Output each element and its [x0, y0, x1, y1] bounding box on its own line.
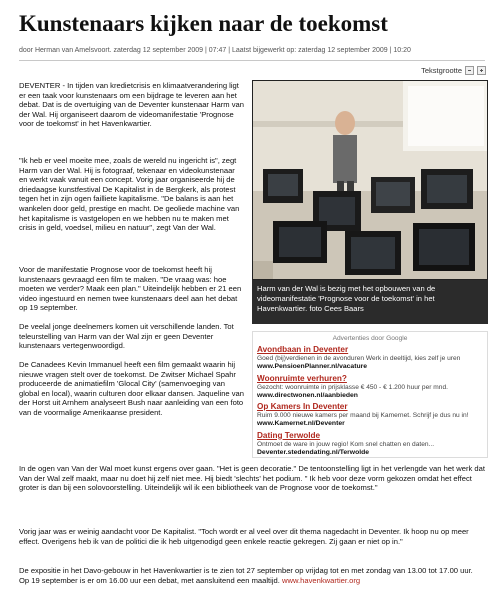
- google-ads-box: [252, 331, 488, 458]
- paragraph-7: Vorig jaar was er weinig aandacht voor De Kapitalist. "Toch wordt er al veel over dit thema nagedacht in Deventer. Ik hoop nu op meer effect. Overigens heb ik van de politici die ik heb uitgenodigd geen enkele reactie gekregen. Zij gaan er niet op in.": [19, 527, 469, 546]
- text-larger-icon[interactable]: [477, 66, 486, 75]
- ad-url[interactable]: Deventer.stedendating.nl/Terwolde: [257, 448, 370, 456]
- photo-caption: Harm van der Wal is bezig met het opbouwen van de videomanifestatie 'Prognose voor de toekomst' in het Havenkwartier. foto Cees Baars: [252, 280, 488, 324]
- paragraph-4: De veelal jonge deelnemers komen uit verschillende landen. Tot teleurstelling van Harm van der Wal zijn er geen Deventer kunstenaars vertegenwoordigd.: [19, 322, 234, 351]
- ads-label: Advertenties door Google: [332, 335, 408, 342]
- ad-title[interactable]: Avondbaan in Deventer: [257, 345, 349, 354]
- ad-title[interactable]: Op Kamers In Deventer: [257, 402, 348, 411]
- havenkwartier-link[interactable]: www.havenkwartier.org: [282, 575, 361, 585]
- ad-url[interactable]: www.directwonen.nl/aanbieden: [257, 391, 358, 399]
- paragraph-8-text: De expositie in het Davo-gebouw in het Havenkwartier is te zien tot 27 september op vrijdag tot en met zondag van 13.00 tot 17.00 uur. Op 19 september is er om 16.00 uur een debat, met aansluitend een maaltijd.: [19, 566, 473, 585]
- paragraph-5: De Canadees Kevin Immanuel heeft een film gemaakt waarin hij nieuwe vragen stelt over de toekomst. De Zwitser Michael Spahr produceerde de animatiefilm 'Glocal City' (samenvoeging van global en local), waarin culturen door elkaar dansen. Jaqueline van der Horst uit Arnhem analyseert Bush naar aanleiding van een foto van de voormalige Amerikaanse president.: [19, 360, 245, 417]
- paragraph-2: "Ik heb er veel moeite mee, zoals de wereld nu ingericht is", zegt Harm van der Wal. Hij is fotograaf, tekenaar en videokunstenaar en werkt vaak vanuit een concept. Vorig jaar organiseerde hij de driedaagse kunstfestival De Kapitalist in de Bergkerk, als protest tegen het in zijn ogen failliete kapitalisme. "De balans is aan het wankelen door geld, prestige en macht. De geoliede machine van het kapitalisme is vastgelopen en we hebben nu te maken met crisis in geld, voedsel, milieu en natuur", zegt Van der Wal.: [19, 156, 240, 233]
- ad-title[interactable]: Woonruimte verhuren?: [257, 373, 347, 383]
- ad-item[interactable]: [257, 374, 483, 401]
- ad-item[interactable]: [257, 402, 483, 429]
- ad-body: Goed (bij)verdienen in de avonduren Werk in deeltijd, kies zelf je uren: [257, 355, 461, 362]
- ad-item[interactable]: [257, 431, 483, 458]
- photo-illustration: [253, 81, 488, 280]
- byline: door Herman van Amelsvoort. zaterdag 12 september 2009 | 07:47 | Laatst bijgewerkt op: zaterdag 12 september 2009 | 10:20: [19, 47, 411, 54]
- page-title: Kunstenaars kijken naar de toekomst: [19, 11, 388, 36]
- text-size-label: Tekstgrootte: [421, 65, 462, 75]
- paragraph-8: [19, 566, 485, 585]
- divider: [19, 60, 485, 61]
- article-photo: [252, 80, 488, 280]
- ad-url[interactable]: www.PensioenPlanner.nl/vacature: [257, 363, 368, 370]
- paragraph-6: In de ogen van Van der Wal moet kunst ergens over gaan. "Het is geen decoratie." De tentoonstelling ligt in het verlengde van het werk dat Van der Wal zelf maakt, maar nu doet hij zelf niet mee. Hij biedt 'slechts' het podium. " Ik heb voor deze vorm gekozen omdat het effect groter is dan bij een solovoorstelling. Uiteindelijk wil ik een bibliotheek van de Prognose voor de toekomst.": [19, 464, 485, 493]
- ad-body: Ruim 9.000 nieuwe kamers per maand bij Kamernet. Schrijf je dus nu in!: [257, 412, 469, 419]
- ad-body: Gezocht: woonruimte in prijsklasse € 450 - € 1.200 huur per mnd.: [257, 383, 448, 391]
- paragraph-1: DEVENTER - In tijden van kredietcrisis en klimaatverandering ligt er een taak voor kunstenaars om een bijdrage te leveren aan het debat. Dat is de overtuiging van de Deventer kunstenaar Harm van der Wal. Hij organiseert daarom de videomanifestatie 'Prognose voor de toekomst' in het Havenkwartier.: [19, 81, 244, 129]
- ad-body: Ontmoet de ware in jouw regio! Kom snel chatten en daten...: [257, 440, 435, 448]
- paragraph-3: Voor de manifestatie Prognose voor de toekomst heeft hij kunstenaars gevraagd een film te maken. "De vraag was: hoe moeten we verder? Maak een plan." Uiteindelijk hebben er 21 een video ingestuurd en nemen twee kunstenaars deel aan het debat op 19 september.: [19, 265, 242, 313]
- ad-url[interactable]: www.Kamernet.nl/Deventer: [257, 420, 345, 427]
- text-size-control: [421, 64, 486, 76]
- text-smaller-icon[interactable]: [465, 66, 474, 75]
- ad-item[interactable]: [257, 345, 483, 372]
- ad-title[interactable]: Dating Terwolde: [257, 430, 321, 440]
